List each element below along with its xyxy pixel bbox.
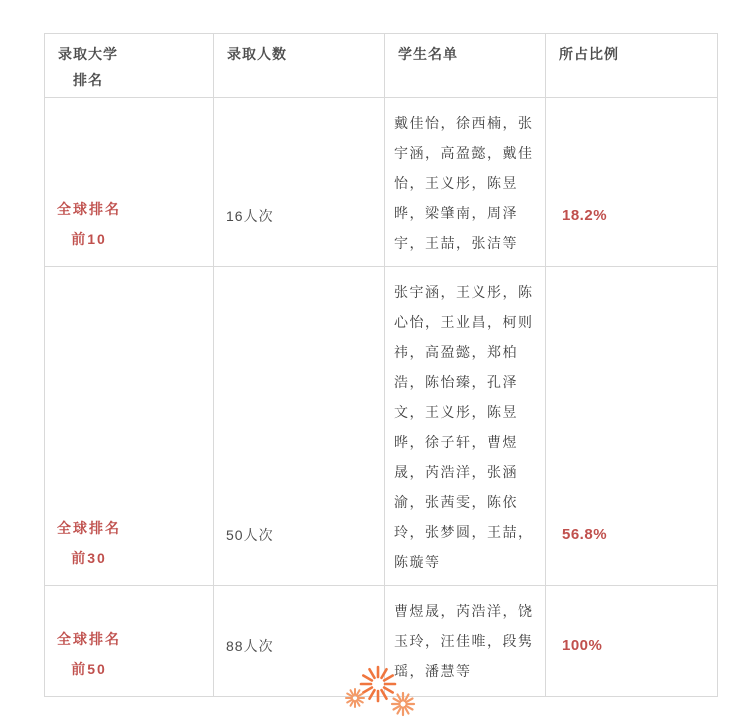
rank-label-line-2: 前50 bbox=[71, 661, 107, 677]
rank-label-line-1: 全球排名 bbox=[57, 520, 121, 536]
count-cell: 50人次 bbox=[214, 267, 385, 586]
fireworks-icon bbox=[333, 660, 428, 720]
header-line-2: 排名 bbox=[73, 72, 103, 88]
rank-label bbox=[57, 194, 121, 254]
rank-label-line-1: 全球排名 bbox=[57, 631, 121, 647]
header-ratio: 所占比例 bbox=[546, 34, 718, 98]
rank-cell bbox=[45, 267, 214, 586]
count-cell: 88人次 bbox=[214, 586, 385, 697]
table-header-row bbox=[45, 34, 718, 98]
rank-label bbox=[57, 513, 121, 573]
rank-cell bbox=[45, 586, 214, 697]
table-row bbox=[45, 267, 718, 586]
students-cell: 张宇涵，王义彤，陈心怡，王业昌，柯则祎，高盈懿，郑柏浩，陈怡臻，孔泽文，王义彤，陈昱晔，徐子轩，曹煜晟，芮浩洋，张涵渝，张茜雯，陈依玲，张梦圆，王喆，陈璇等 bbox=[385, 267, 546, 586]
rank-cell bbox=[45, 98, 214, 267]
ratio-cell: 100% bbox=[546, 586, 718, 697]
table-row bbox=[45, 98, 718, 267]
rank-label bbox=[57, 624, 121, 684]
count-cell: 16人次 bbox=[214, 98, 385, 267]
header-line-1: 录取大学 bbox=[58, 46, 118, 62]
rank-label-line-2: 前30 bbox=[71, 550, 107, 566]
header-university-ranking bbox=[45, 34, 214, 98]
students-cell: 曹煜晟，芮浩洋，饶玉玲，汪佳唯，段隽瑶，潘慧等 bbox=[385, 586, 546, 697]
ratio-cell: 56.8% bbox=[546, 267, 718, 586]
burst-small-left bbox=[346, 689, 364, 707]
header-university-ranking-text bbox=[58, 41, 118, 93]
rank-label-line-2: 前10 bbox=[71, 231, 107, 247]
header-student-list: 学生名单 bbox=[385, 34, 546, 98]
burst-small-right bbox=[392, 693, 414, 715]
burst-large bbox=[361, 667, 395, 701]
rank-label-line-1: 全球排名 bbox=[57, 201, 121, 217]
students-cell: 戴佳怡，徐西楠，张宇涵，高盈懿，戴佳怡，王义彤，陈昱晔，梁肇南，周泽宇，王喆，张洁等 bbox=[385, 98, 546, 267]
header-admission-count: 录取人数 bbox=[214, 34, 385, 98]
admission-ranking-table bbox=[44, 33, 718, 697]
ratio-cell: 18.2% bbox=[546, 98, 718, 267]
